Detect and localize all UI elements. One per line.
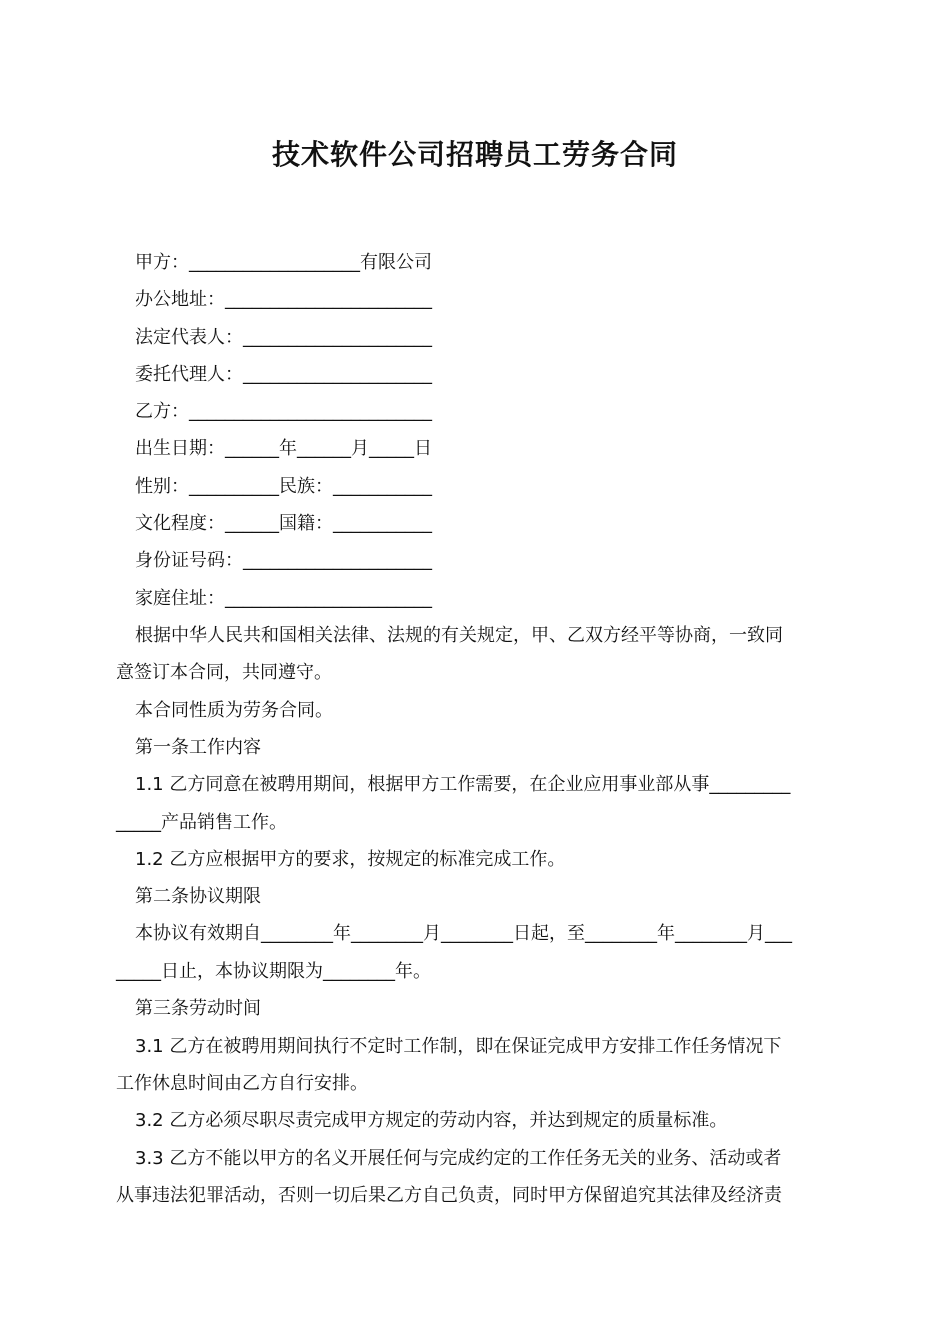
field-party-a: 甲方：___________________有限公司 — [135, 252, 432, 273]
clause-3-1-line-2: 工作休息时间由乙方自行安排。 — [116, 1073, 368, 1094]
field-legal-representative: 法定代表人：_____________________ — [135, 327, 432, 348]
field-id-number: 身份证号码：_____________________ — [135, 550, 432, 571]
preamble-line-2: 意签订本合同，共同遵守。 — [116, 662, 332, 683]
field-office-address: 办公地址：_______________________ — [135, 289, 432, 310]
article-2-line-2: _____日止，本协议期限为________年。 — [116, 961, 431, 982]
clause-3-1-line-1: 3.1 乙方在被聘用期间执行不定时工作制，即在保证完成甲方安排工作任务情况下 — [135, 1036, 782, 1057]
field-gender-ethnicity: 性别：__________民族：___________ — [135, 476, 432, 497]
field-birth-date: 出生日期：______年______月_____日 — [135, 438, 432, 459]
article-3-heading: 第三条劳动时间 — [135, 998, 261, 1019]
field-home-address: 家庭住址：_______________________ — [135, 588, 432, 609]
clause-1-1-line-1: 1.1 乙方同意在被聘用期间，根据甲方工作需要，在企业应用事业部从事_________ — [135, 774, 791, 795]
clause-3-2: 3.2 乙方必须尽职尽责完成甲方规定的劳动内容，并达到规定的质量标准。 — [135, 1110, 728, 1131]
document-title: 技术软件公司招聘员工劳务合同 — [271, 138, 678, 171]
contract-nature: 本合同性质为劳务合同。 — [135, 700, 333, 721]
article-1-heading: 第一条工作内容 — [135, 737, 261, 758]
preamble-line-1: 根据中华人民共和国相关法律、法规的有关规定，甲、乙双方经平等协商，一致同 — [135, 625, 783, 646]
clause-1-2: 1.2 乙方应根据甲方的要求，按规定的标准完成工作。 — [135, 849, 566, 870]
clause-3-3-line-1: 3.3 乙方不能以甲方的名义开展任何与完成约定的工作任务无关的业务、活动或者 — [135, 1148, 782, 1169]
clause-1-1-line-2: _____产品销售工作。 — [116, 812, 287, 833]
field-education-nationality: 文化程度：______国籍：___________ — [135, 513, 432, 534]
field-party-b: 乙方：___________________________ — [135, 401, 432, 422]
article-2-line-1: 本协议有效期自________年________月________日起，至________年________月___ — [135, 923, 792, 944]
clause-3-3-line-2: 从事违法犯罪活动，否则一切后果乙方自己负责，同时甲方保留追究其法律及经济责 — [116, 1185, 782, 1206]
field-authorized-agent: 委托代理人：_____________________ — [135, 364, 432, 385]
article-2-heading: 第二条协议期限 — [135, 886, 261, 907]
